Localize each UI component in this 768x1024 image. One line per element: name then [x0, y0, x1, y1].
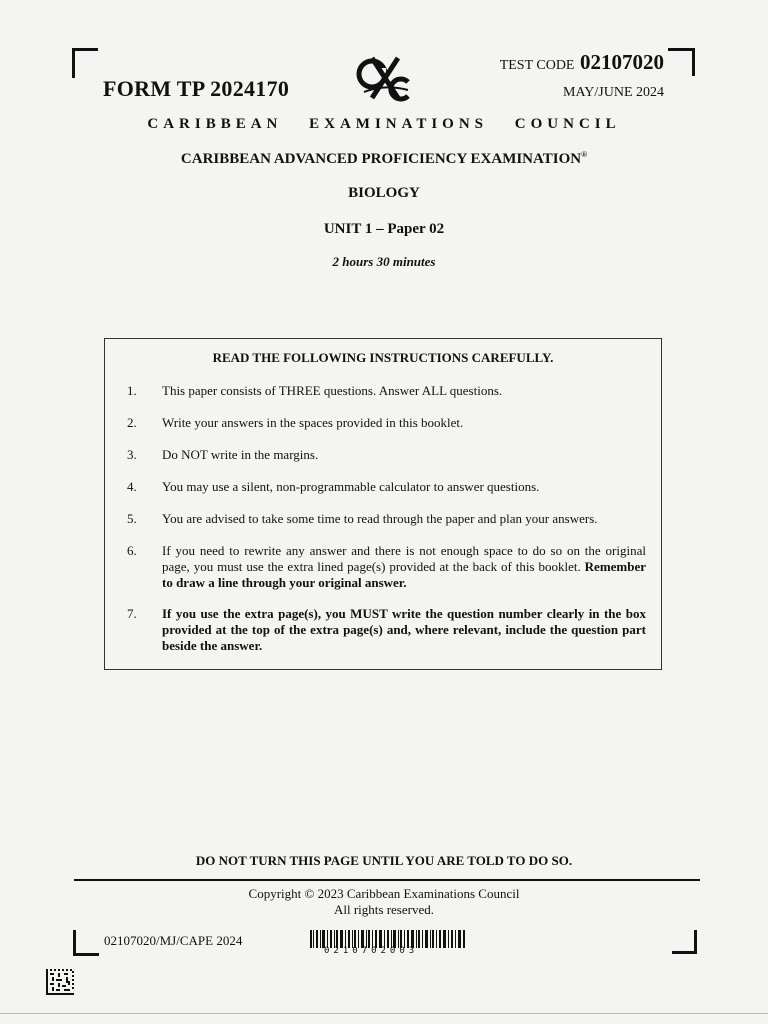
instruction-number: 7.: [127, 606, 137, 621]
exam-session: MAY/JUNE 2024: [563, 85, 664, 100]
registered-mark: ®: [581, 150, 588, 159]
cxc-logo-icon: [350, 52, 420, 102]
examination-name: CARIBBEAN ADVANCED PROFICIENCY EXAMINATION: [180, 151, 582, 167]
barcode-digits: 0210702003: [324, 946, 419, 956]
unit-paper: UNIT 1 – Paper 02: [323, 221, 445, 237]
exam-duration: 2 hours 30 minutes: [332, 254, 436, 269]
corner-mark-bottom-left-h: [73, 953, 99, 956]
instruction-text-emphasis: Remember to draw a line through your original answer.: [162, 559, 647, 590]
test-code-block: [500, 50, 664, 75]
instruction-number: 2.: [127, 415, 137, 430]
instruction-number: 1.: [127, 383, 137, 398]
instruction-text: Write your answers in the spaces provided in this booklet.: [162, 415, 464, 430]
form-code: FORM TP 2024170: [103, 76, 290, 101]
paper-reference: 02107020/MJ/CAPE 2024: [104, 933, 243, 948]
rights-line: All rights reserved.: [333, 902, 434, 917]
corner-mark-top-left-v: [72, 48, 75, 78]
corner-mark-top-left-h: [72, 48, 98, 51]
subject-title: BIOLOGY: [348, 185, 420, 201]
instruction-text: You may use a silent, non-programmable calculator to answer questions.: [162, 479, 540, 494]
instruction-number: 3.: [127, 447, 137, 462]
do-not-turn-notice: DO NOT TURN THIS PAGE UNTIL YOU ARE TOLD TO DO SO.: [195, 853, 573, 868]
data-matrix-code-icon: [46, 969, 74, 995]
council-name: CARIBBEAN EXAMINATIONS COUNCIL: [147, 116, 621, 132]
examination-title: [0, 150, 768, 168]
instruction-text: You are advised to take some time to read through the paper and plan your answers.: [162, 511, 598, 526]
copyright-line: Copyright © 2023 Caribbean Examinations Council: [248, 886, 520, 901]
test-code-label: TEST CODE: [499, 58, 575, 73]
copyright-notice: [0, 886, 768, 918]
instruction-text: [162, 606, 646, 654]
instruction-text: This paper consists of THREE questions. Answer ALL questions.: [162, 383, 503, 398]
instruction-text: Do NOT write in the margins.: [162, 447, 319, 462]
instruction-text-emphasis: If you use the extra page(s), you MUST write the question number clearly in the box provided at the top of the extra page(s) and, where relevant, include the question part beside the answer.: [162, 606, 646, 653]
instruction-text: [162, 543, 646, 591]
page-edge-line: [0, 1013, 768, 1014]
instruction-number: 6.: [127, 543, 137, 558]
corner-mark-bottom-right-h: [672, 951, 697, 954]
test-code: 02107020: [580, 50, 664, 74]
instruction-number: 5.: [127, 511, 137, 526]
instructions-heading: READ THE FOLLOWING INSTRUCTIONS CAREFULLY.: [212, 350, 554, 365]
corner-mark-top-right-h: [668, 48, 695, 51]
corner-mark-top-right-v: [692, 48, 695, 76]
instruction-text-regular: If you need to rewrite any answer and there is not enough space to do so on the original page, you must use the extra lined page(s) provided at the back of this booklet.: [162, 543, 646, 574]
instruction-number: 4.: [127, 479, 137, 494]
footer-divider: [74, 879, 700, 881]
instructions-box: [104, 338, 662, 670]
